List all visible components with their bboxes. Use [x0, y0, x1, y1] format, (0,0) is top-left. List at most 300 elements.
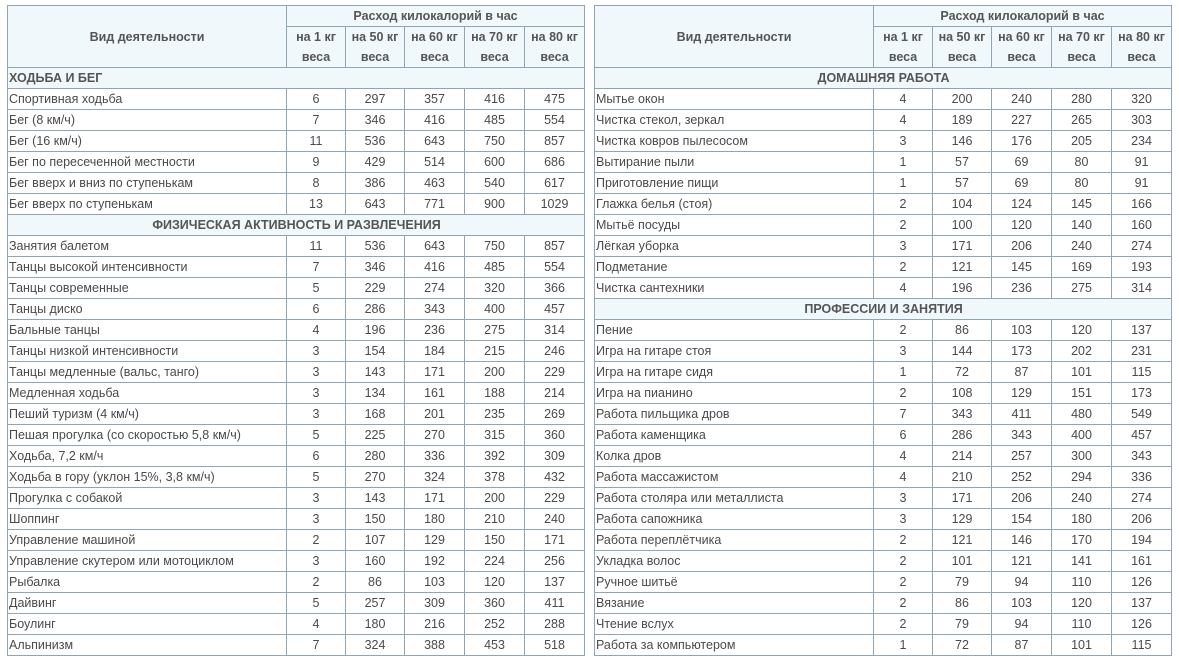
kcal-value: 240: [1052, 236, 1112, 257]
kcal-value: 80: [1052, 173, 1112, 194]
kcal-value: 79: [933, 614, 992, 635]
kcal-value: 236: [405, 320, 465, 341]
weight-header-line: веса: [540, 50, 569, 64]
kcal-value: 336: [405, 446, 465, 467]
kcal-value: 120: [1052, 593, 1112, 614]
table-row: [8, 362, 585, 383]
activity-name: Танцы высокой интенсивности: [8, 257, 287, 278]
kcal-value: 137: [1112, 593, 1172, 614]
activity-name: Игра на пианино: [595, 383, 874, 404]
table-row: [8, 152, 585, 173]
kcal-value: 206: [992, 236, 1052, 257]
weight-header-line: веса: [1067, 50, 1096, 64]
kcal-value: 5: [287, 425, 346, 446]
kcal-value: 3: [287, 362, 346, 383]
kcal-value: 146: [933, 131, 992, 152]
kcal-value: 2: [874, 383, 933, 404]
kcal-value: 2: [874, 257, 933, 278]
weight-column-header: [992, 27, 1052, 68]
kcal-value: 2: [874, 551, 933, 572]
activity-name: Пеший туризм (4 км/ч): [8, 404, 287, 425]
weight-column-header: [933, 27, 992, 68]
kcal-value: 161: [1112, 551, 1172, 572]
kcal-value: 400: [465, 299, 525, 320]
table-row: [595, 635, 1172, 656]
kcal-value: 101: [1052, 362, 1112, 383]
activity-name: Занятия балетом: [8, 236, 287, 257]
kcal-value: 265: [1052, 110, 1112, 131]
activity-name: Работа сапожника: [595, 509, 874, 530]
kcal-value: 229: [525, 488, 585, 509]
kcal-value: 224: [465, 551, 525, 572]
table-row: [595, 110, 1172, 131]
kcal-value: 411: [992, 404, 1052, 425]
kcal-value: 231: [1112, 341, 1172, 362]
table-row: [595, 215, 1172, 236]
consumption-column-header: Расход килокалорий в час: [287, 6, 585, 27]
kcal-value: 126: [1112, 614, 1172, 635]
kcal-value: 196: [933, 278, 992, 299]
kcal-value: 161: [405, 383, 465, 404]
activity-column-header: Вид деятельности: [595, 6, 874, 68]
table-row: [8, 278, 585, 299]
kcal-value: 3: [874, 488, 933, 509]
activity-name: Бег по пересеченной местности: [8, 152, 287, 173]
kcal-value: 169: [1052, 257, 1112, 278]
kcal-value: 168: [346, 404, 405, 425]
kcal-value: 121: [992, 551, 1052, 572]
activity-column-header: Вид деятельности: [8, 6, 287, 68]
kcal-value: 750: [465, 236, 525, 257]
kcal-value: 146: [992, 530, 1052, 551]
kcal-value: 201: [405, 404, 465, 425]
activity-name: Работа за компьютером: [595, 635, 874, 656]
activity-name: Бальные танцы: [8, 320, 287, 341]
kcal-value: 1029: [525, 194, 585, 215]
kcal-value: 115: [1112, 635, 1172, 656]
kcal-value: 3: [874, 509, 933, 530]
kcal-value: 324: [405, 467, 465, 488]
weight-header-line: на 1 кг: [883, 30, 923, 44]
kcal-value: 120: [992, 215, 1052, 236]
kcal-value: 275: [465, 320, 525, 341]
kcal-value: 101: [1052, 635, 1112, 656]
weight-header-line: веса: [360, 50, 390, 64]
kcal-value: 189: [933, 110, 992, 131]
kcal-value: 236: [992, 278, 1052, 299]
kcal-value: 129: [992, 383, 1052, 404]
kcal-value: 252: [465, 614, 525, 635]
kcal-value: 13: [287, 194, 346, 215]
kcal-value: 202: [1052, 341, 1112, 362]
activity-name: Танцы диско: [8, 299, 287, 320]
table-row: [8, 131, 585, 152]
kcal-value: 617: [525, 173, 585, 194]
table-row: [8, 257, 585, 278]
table-row: [8, 425, 585, 446]
kcal-value: 5: [287, 467, 346, 488]
kcal-value: 485: [465, 110, 525, 131]
kcal-value: 103: [992, 320, 1052, 341]
kcal-value: 154: [346, 341, 405, 362]
kcal-value: 4: [874, 278, 933, 299]
kcal-value: 416: [405, 257, 465, 278]
activity-name: Работа каменщика: [595, 425, 874, 446]
table-row: [8, 341, 585, 362]
kcal-value: 91: [1112, 173, 1172, 194]
kcal-value: 91: [1112, 152, 1172, 173]
kcal-value: 2: [874, 530, 933, 551]
weight-header-line: веса: [1127, 50, 1156, 64]
kcal-value: 101: [933, 551, 992, 572]
kcal-value: 343: [405, 299, 465, 320]
kcal-value: 2: [874, 593, 933, 614]
kcal-value: 229: [346, 278, 405, 299]
activity-name: Ручное шитьё: [595, 572, 874, 593]
kcal-value: 206: [992, 488, 1052, 509]
table-header: [8, 6, 585, 68]
kcal-value: 141: [1052, 551, 1112, 572]
table-row: [595, 257, 1172, 278]
kcal-value: 57: [933, 152, 992, 173]
kcal-value: 200: [465, 362, 525, 383]
kcal-value: 257: [346, 593, 405, 614]
table-row: [8, 467, 585, 488]
kcal-value: 9: [287, 152, 346, 173]
kcal-value: 214: [933, 446, 992, 467]
table-row: [595, 425, 1172, 446]
kcal-value: 686: [525, 152, 585, 173]
activity-name: Мытьё посуды: [595, 215, 874, 236]
kcal-value: 11: [287, 236, 346, 257]
weight-header-line: на 80 кг: [1118, 30, 1165, 44]
kcal-value: 143: [346, 488, 405, 509]
table-row: [595, 320, 1172, 341]
table-body: [8, 68, 585, 656]
kcal-value: 129: [405, 530, 465, 551]
kcal-value: 3: [874, 236, 933, 257]
weight-column-header: [525, 27, 585, 68]
activity-name: Танцы медленные (вальс, танго): [8, 362, 287, 383]
kcal-value: 5: [287, 593, 346, 614]
activity-name: Работа массажистом: [595, 467, 874, 488]
kcal-value: 150: [465, 530, 525, 551]
table-row: [8, 614, 585, 635]
weight-column-header: [1112, 27, 1172, 68]
activity-name: Медленная ходьба: [8, 383, 287, 404]
activity-name: Рыбалка: [8, 572, 287, 593]
activity-name: Глажка белья (стоя): [595, 194, 874, 215]
table-row: [595, 152, 1172, 173]
table-row: [595, 404, 1172, 425]
activity-name: Игра на гитаре стоя: [595, 341, 874, 362]
table-row: [595, 509, 1172, 530]
kcal-value: 170: [1052, 530, 1112, 551]
kcal-value: 5: [287, 278, 346, 299]
kcal-value: 160: [346, 551, 405, 572]
kcal-value: 246: [525, 341, 585, 362]
kcal-value: 225: [346, 425, 405, 446]
kcal-value: 110: [1052, 614, 1112, 635]
kcal-value: 429: [346, 152, 405, 173]
kcal-value: 108: [933, 383, 992, 404]
kcal-value: 240: [992, 89, 1052, 110]
table-body: [595, 68, 1172, 656]
kcal-value: 171: [405, 488, 465, 509]
kcal-value: 94: [992, 614, 1052, 635]
weight-header-line: на 70 кг: [471, 30, 518, 44]
kcal-value: 2: [287, 572, 346, 593]
kcal-value: 3: [287, 341, 346, 362]
kcal-value: 518: [525, 635, 585, 656]
kcal-value: 270: [405, 425, 465, 446]
table-row: [595, 488, 1172, 509]
table-row: [8, 593, 585, 614]
kcal-value: 6: [874, 425, 933, 446]
kcal-value: 215: [465, 341, 525, 362]
kcal-value: 86: [933, 320, 992, 341]
table-row: [595, 131, 1172, 152]
activity-name: Пешая прогулка (со скоростью 5,8 км/ч): [8, 425, 287, 446]
kcal-value: 771: [405, 194, 465, 215]
activity-name: Чтение вслух: [595, 614, 874, 635]
table-row: [595, 89, 1172, 110]
kcal-value: 200: [933, 89, 992, 110]
kcal-value: 171: [933, 236, 992, 257]
kcal-value: 346: [346, 257, 405, 278]
weight-header-line: веса: [480, 50, 509, 64]
kcal-value: 115: [1112, 362, 1172, 383]
kcal-value: 126: [1112, 572, 1172, 593]
weight-header-line: на 60 кг: [411, 30, 458, 44]
kcal-value: 274: [1112, 488, 1172, 509]
table-row: [595, 278, 1172, 299]
calorie-table-left: [7, 5, 585, 656]
kcal-value: 69: [992, 173, 1052, 194]
table-row: [8, 320, 585, 341]
kcal-value: 8: [287, 173, 346, 194]
activity-name: Управление скутером или мотоциклом: [8, 551, 287, 572]
kcal-value: 240: [1052, 488, 1112, 509]
kcal-value: 193: [1112, 257, 1172, 278]
kcal-value: 145: [1052, 194, 1112, 215]
activity-name: Вытирание пыли: [595, 152, 874, 173]
kcal-value: 416: [405, 110, 465, 131]
activity-name: Вязание: [595, 593, 874, 614]
kcal-value: 274: [405, 278, 465, 299]
kcal-value: 252: [992, 467, 1052, 488]
kcal-value: 188: [465, 383, 525, 404]
kcal-value: 549: [1112, 404, 1172, 425]
table-row: [8, 572, 585, 593]
kcal-value: 137: [1112, 320, 1172, 341]
kcal-value: 6: [287, 299, 346, 320]
kcal-value: 80: [1052, 152, 1112, 173]
kcal-value: 480: [1052, 404, 1112, 425]
kcal-value: 86: [933, 593, 992, 614]
kcal-value: 72: [933, 635, 992, 656]
kcal-value: 210: [465, 509, 525, 530]
table-row: [595, 341, 1172, 362]
weight-header-line: веса: [1007, 50, 1036, 64]
kcal-value: 121: [933, 530, 992, 551]
kcal-value: 274: [1112, 236, 1172, 257]
kcal-value: 145: [992, 257, 1052, 278]
activity-name: Прогулка с собакой: [8, 488, 287, 509]
activity-name: Спортивная ходьба: [8, 89, 287, 110]
kcal-value: 1: [874, 635, 933, 656]
kcal-value: 360: [525, 425, 585, 446]
kcal-value: 69: [992, 152, 1052, 173]
activity-name: Бег (8 км/ч): [8, 110, 287, 131]
section-title: ХОДЬБА И БЕГ: [8, 68, 585, 89]
kcal-value: 173: [992, 341, 1052, 362]
table-row: [8, 194, 585, 215]
kcal-value: 173: [1112, 383, 1172, 404]
kcal-value: 2: [874, 614, 933, 635]
kcal-value: 4: [874, 446, 933, 467]
weight-header-line: веса: [301, 50, 331, 64]
kcal-value: 151: [1052, 383, 1112, 404]
kcal-value: 392: [465, 446, 525, 467]
table-row: [595, 383, 1172, 404]
section-row: [8, 68, 585, 89]
kcal-value: 643: [405, 131, 465, 152]
kcal-value: 400: [1052, 425, 1112, 446]
kcal-value: 240: [525, 509, 585, 530]
table-row: [8, 509, 585, 530]
calorie-table-right: [594, 5, 1172, 656]
kcal-value: 857: [525, 236, 585, 257]
kcal-value: 86: [346, 572, 405, 593]
kcal-value: 343: [992, 425, 1052, 446]
kcal-value: 315: [465, 425, 525, 446]
kcal-value: 2: [874, 572, 933, 593]
kcal-value: 2: [287, 530, 346, 551]
weight-column-header: [346, 27, 405, 68]
kcal-value: 536: [346, 236, 405, 257]
weight-header-line: на 50 кг: [351, 30, 399, 44]
table-row: [595, 572, 1172, 593]
table-row: [8, 530, 585, 551]
table-row: [8, 383, 585, 404]
activity-name: Приготовление пищи: [595, 173, 874, 194]
activity-name: Чистка сантехники: [595, 278, 874, 299]
kcal-value: 857: [525, 131, 585, 152]
weight-header-line: на 80 кг: [531, 30, 578, 44]
kcal-value: 1: [874, 362, 933, 383]
kcal-value: 540: [465, 173, 525, 194]
activity-name: Работа пильщика дров: [595, 404, 874, 425]
kcal-value: 643: [346, 194, 405, 215]
table-row: [8, 110, 585, 131]
kcal-value: 194: [1112, 530, 1172, 551]
kcal-value: 184: [405, 341, 465, 362]
kcal-value: 3: [874, 131, 933, 152]
section-title: ПРОФЕССИИ И ЗАНЯТИЯ: [595, 299, 1172, 320]
activity-name: Бег вверх и вниз по ступенькам: [8, 173, 287, 194]
kcal-value: 180: [1052, 509, 1112, 530]
kcal-value: 214: [525, 383, 585, 404]
table-row: [595, 593, 1172, 614]
kcal-value: 360: [465, 593, 525, 614]
kcal-value: 320: [1112, 89, 1172, 110]
activity-name: Колка дров: [595, 446, 874, 467]
table-row: [8, 488, 585, 509]
kcal-value: 87: [992, 635, 1052, 656]
kcal-value: 554: [525, 257, 585, 278]
table-row: [595, 551, 1172, 572]
kcal-value: 324: [346, 635, 405, 656]
kcal-value: 7: [287, 257, 346, 278]
activity-name: Боулинг: [8, 614, 287, 635]
activity-name: Работа столяра или металлиста: [595, 488, 874, 509]
consumption-column-header: Расход килокалорий в час: [874, 6, 1172, 27]
kcal-value: 87: [992, 362, 1052, 383]
kcal-value: 336: [1112, 467, 1172, 488]
kcal-value: 171: [525, 530, 585, 551]
kcal-value: 3: [287, 551, 346, 572]
activity-name: Чистка стекол, зеркал: [595, 110, 874, 131]
activity-name: Ходьба в гору (уклон 15%, 3,8 км/ч): [8, 467, 287, 488]
activity-name: Чистка ковров пылесосом: [595, 131, 874, 152]
kcal-value: 3: [287, 404, 346, 425]
table-row: [595, 236, 1172, 257]
kcal-value: 57: [933, 173, 992, 194]
kcal-value: 314: [1112, 278, 1172, 299]
table-row: [8, 89, 585, 110]
activity-name: Бег (16 км/ч): [8, 131, 287, 152]
kcal-value: 4: [287, 320, 346, 341]
activity-name: Мытье окон: [595, 89, 874, 110]
table-row: [8, 173, 585, 194]
kcal-value: 432: [525, 467, 585, 488]
kcal-value: 378: [465, 467, 525, 488]
kcal-value: 176: [992, 131, 1052, 152]
kcal-value: 103: [405, 572, 465, 593]
kcal-value: 366: [525, 278, 585, 299]
kcal-value: 346: [346, 110, 405, 131]
table-row: [595, 614, 1172, 635]
activity-name: Бег вверх по ступенькам: [8, 194, 287, 215]
kcal-value: 210: [933, 467, 992, 488]
kcal-value: 643: [405, 236, 465, 257]
section-row: [595, 299, 1172, 320]
weight-header-line: на 60 кг: [998, 30, 1045, 44]
kcal-value: 303: [1112, 110, 1172, 131]
activity-name: Игра на гитаре сидя: [595, 362, 874, 383]
kcal-value: 144: [933, 341, 992, 362]
kcal-value: 275: [1052, 278, 1112, 299]
weight-header-line: веса: [420, 50, 449, 64]
kcal-value: 4: [874, 467, 933, 488]
kcal-value: 110: [1052, 572, 1112, 593]
kcal-value: 280: [346, 446, 405, 467]
kcal-value: 411: [525, 593, 585, 614]
kcal-value: 300: [1052, 446, 1112, 467]
table-row: [8, 404, 585, 425]
activity-name: Дайвинг: [8, 593, 287, 614]
kcal-value: 475: [525, 89, 585, 110]
table-row: [8, 446, 585, 467]
kcal-value: 314: [525, 320, 585, 341]
table-row: [595, 446, 1172, 467]
kcal-value: 750: [465, 131, 525, 152]
kcal-value: 171: [405, 362, 465, 383]
kcal-value: 129: [933, 509, 992, 530]
kcal-value: 1: [874, 152, 933, 173]
kcal-value: 269: [525, 404, 585, 425]
